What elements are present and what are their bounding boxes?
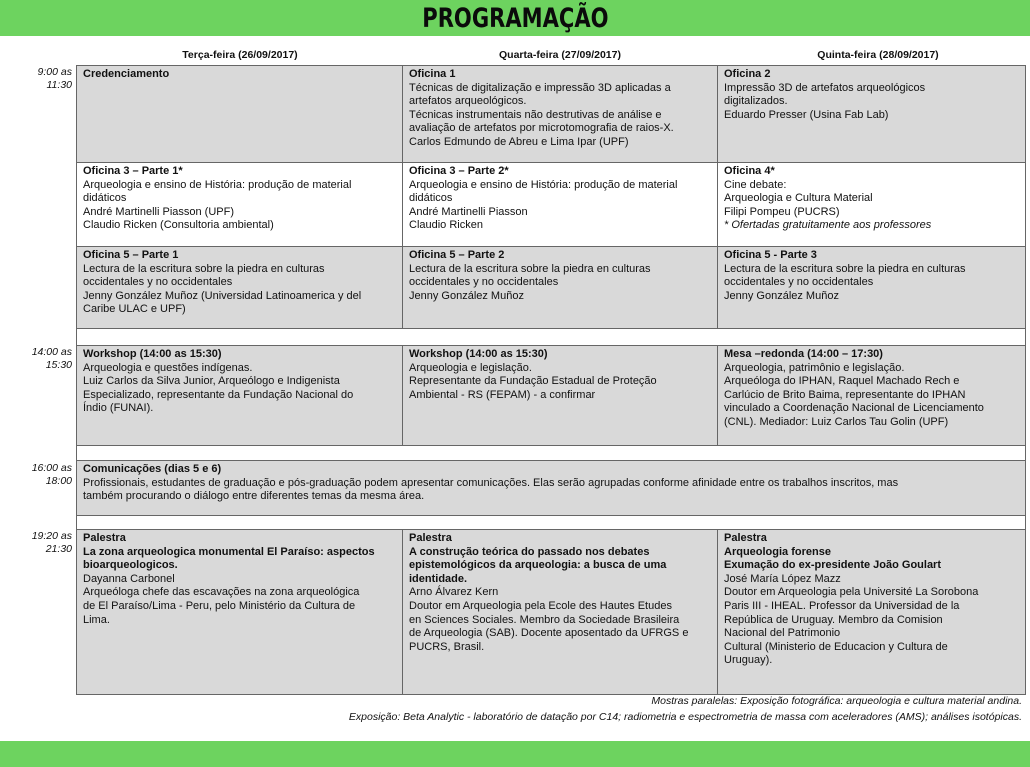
table-row: [77, 530, 1025, 694]
cell-credenciamento: Credenciamento: [77, 66, 403, 162]
cell-comunicacoes: Comunicações (dias 5 e 6) Profissionais, estudantes de graduação e pós-graduação podem apresentar comunicações. Elas serão agrupadas conforme afinidade entre os trabalhos inscritos, mas também procurando o diálogo entre diferentes temas da mesma área.: [77, 461, 1025, 515]
cell-oficina-5-parte-2: Oficina 5 – Parte 2 Lectura de la escritura sobre la piedra en culturas occidentales y no occidentales Jenny González Muñoz: [403, 247, 718, 328]
day-header-thursday: Quinta-feira (28/09/2017): [817, 49, 939, 61]
page-title: PROGRAMAÇÃO: [421, 2, 609, 34]
cell-palestra-1: Palestra La zona arqueologica monumental El Paraíso: aspectos bioarqueologicos. Dayanna Carbonel Arqueóloga chefe das escavações na zona arqueológica de El Paraíso/Lima - Peru, pelo Ministério da Cultura de Lima.: [77, 530, 403, 694]
cell-oficina-5-parte-3: Oficina 5 - Parte 3 Lectura de la escritura sobre la piedra en culturas occidentales y no occidentales Jenny González Muñoz: [718, 247, 1025, 328]
cell-oficina-2: Oficina 2 Impressão 3D de artefatos arqueológicos digitalizados. Eduardo Presser (Usina Fab Lab): [718, 66, 1025, 162]
table-row: [77, 461, 1025, 516]
cell-oficina-5-parte-1: Oficina 5 – Parte 1 Lectura de la escritura sobre la piedra en culturas occidentales y no occidentales Jenny González Muñoz (Universidad Latinoamerica y del Caribe ULAC e UPF): [77, 247, 403, 328]
time-afternoon: 14:00 as 15:30: [31, 346, 72, 371]
schedule-table: [76, 65, 1026, 695]
spacer-row: [77, 516, 1025, 530]
spacer-row: [77, 329, 1025, 346]
time-evening: 19:20 as 21:30: [31, 530, 72, 555]
cell-palestra-3: Palestra Arqueologia forense Exumação do ex-presidente João Goulart José María López Mazz Doutor em Arqueologia pela Université La Sorobona Paris III - IHEAL. Professor da Universidad de la República de Uruguay. Membro da Comision Nacional del Patrimonio Cultural (Ministerio de Educacion y Cultura de Uruguay).: [718, 530, 1025, 694]
day-header-tuesday: Terça-feira (26/09/2017): [182, 49, 298, 61]
bottom-band: [0, 741, 1030, 767]
cell-mesa-redonda: Mesa –redonda (14:00 – 17:30) Arqueologia, patrimônio e legislação. Arqueóloga do IPHAN, Raquel Machado Rech e Carlúcio de Brito Baima, representante do IPHAN vinculado a Coordenação Nacional de Licenciamento (CNL). Mediador: Luiz Carlos Tau Golin (UPF): [718, 346, 1025, 445]
footer-mostras: Mostras paralelas: Exposição fotográfica: arqueologia e cultura material andina.: [651, 695, 1022, 707]
cell-workshop-1: Workshop (14:00 as 15:30) Arqueologia e questões indígenas. Luiz Carlos da Silva Junior, Arqueólogo e Indigenista Especializado, representante da Fundação Nacional do Índio (FUNAI).: [77, 346, 403, 445]
day-header-wednesday: Quarta-feira (27/09/2017): [499, 49, 621, 61]
oficina-note: * Ofertadas gratuitamente aos professores: [724, 219, 932, 232]
cell-palestra-2: Palestra A construção teórica do passado nos debates epistemológicos da arqueologia: a busca de uma identidade. Arno Álvarez Kern Doutor em Arqueologia pela Ecole des Hautes Etudes en Sciences Sociales. Membro da Sociedade Brasileira de Arqueologia (SAB). Docente aposentado da UFRGS e PUCRS, Brasil.: [403, 530, 718, 694]
table-row: [77, 247, 1025, 329]
cell-oficina-3-parte-1: Oficina 3 – Parte 1* Arqueologia e ensino de História: produção de material didáticos André Martinelli Piasson (UPF) Claudio Ricken (Consultoria ambiental): [77, 163, 403, 246]
cell-oficina-3-parte-2: Oficina 3 – Parte 2* Arqueologia e ensino de História: produção de material didáticos André Martinelli Piasson Claudio Ricken: [403, 163, 718, 246]
footer-exposicao: Exposição: Beta Analytic - laboratório de datação por C14; radiometria e espectrometria de massa com aceleradores (AMS); análises isotópicas.: [348, 711, 1022, 723]
table-row: [77, 346, 1025, 446]
time-communications: 16:00 as 18:00: [31, 462, 72, 487]
table-row: [77, 163, 1025, 247]
cell-workshop-2: Workshop (14:00 as 15:30) Arqueologia e legislação. Representante da Fundação Estadual de Proteção Ambiental - RS (FEPAM) - a confirmar: [403, 346, 718, 445]
table-row: [77, 66, 1025, 163]
spacer-row: [77, 446, 1025, 461]
title-band: [0, 0, 1030, 36]
time-morning: 9:00 as 11:30: [37, 66, 72, 91]
cell-oficina-1: Oficina 1 Técnicas de digitalização e impressão 3D aplicadas a artefatos arqueológicos. Técnicas instrumentais não destrutivas de análise e avaliação de artefatos por microtomografia de raios-X. Carlos Edmundo de Abreu e Lima Ipar (UPF): [403, 66, 718, 162]
cell-oficina-4: Oficina 4* Cine debate: Arqueologia e Cultura Material Filipi Pompeu (PUCRS) * Ofertadas gratuitamente aos professores: [718, 163, 1025, 246]
